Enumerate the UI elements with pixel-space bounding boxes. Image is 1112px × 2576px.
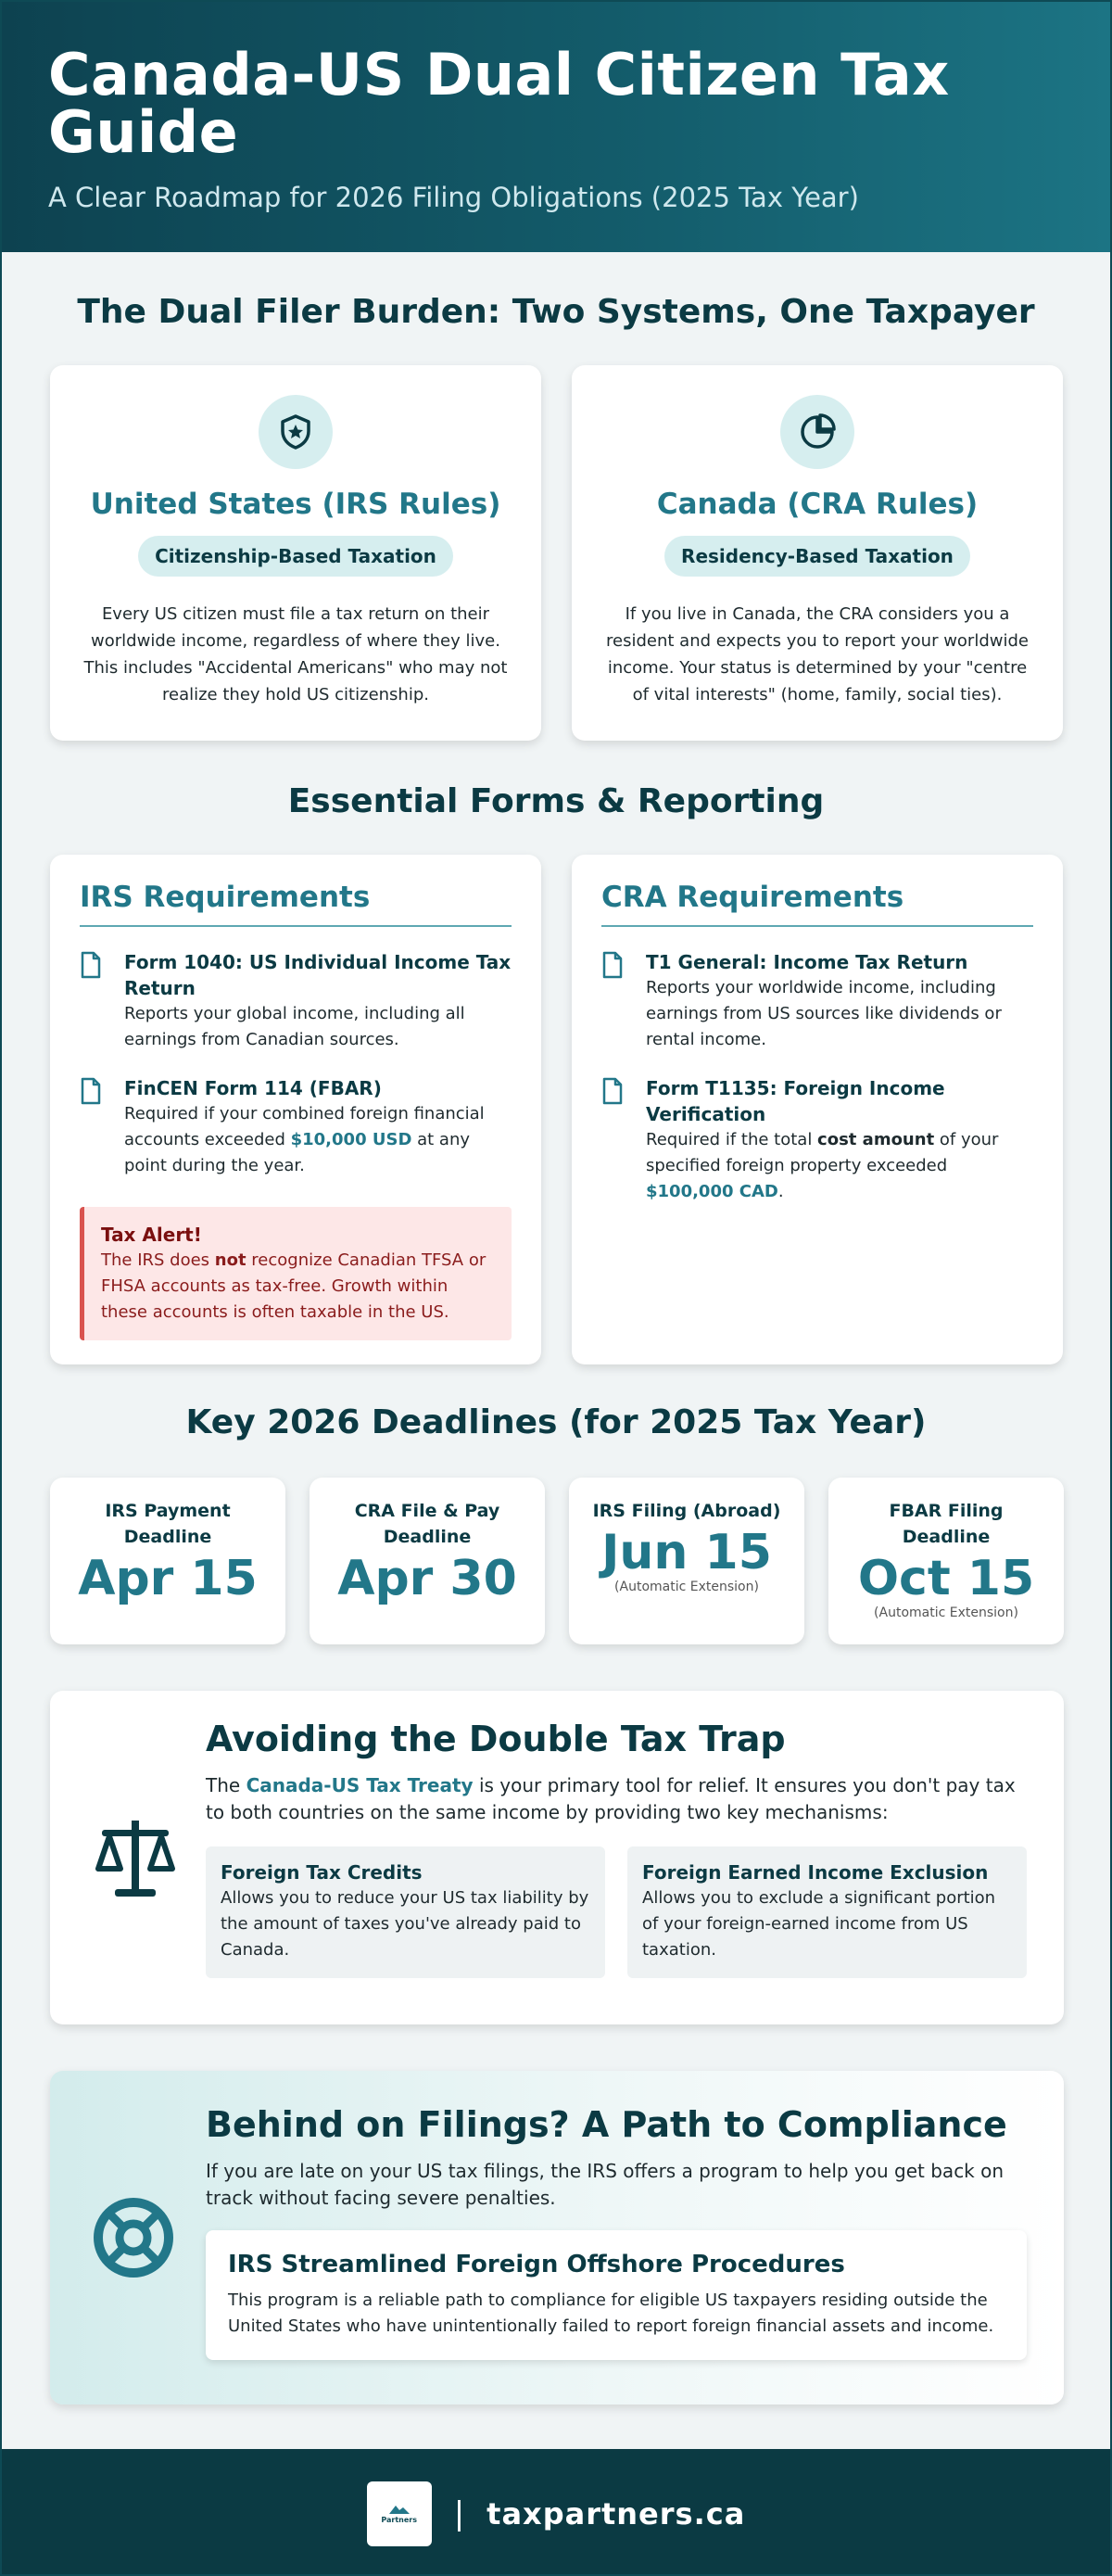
us-rules-card (50, 365, 541, 741)
ca-rules-text: If you live in Canada, the CRA considers you a resident and expects you to report your worldwide income. Your status is determined by your "centre of vital interests" (home, family, social ties). (606, 604, 1029, 704)
double-tax-title: Avoiding the Double Tax Trap (206, 1719, 786, 1759)
shield-star-icon (259, 395, 333, 469)
ca-rules-title: Canada (CRA Rules) (656, 488, 979, 521)
double-tax-intro: The Canada-US Tax Treaty is your primary tool for relief. It ensures you don't pay tax to both countries on the same income by providing two key mechanisms: (206, 1774, 1016, 1823)
us-taxation-badge: Citizenship-Based Taxation (138, 536, 453, 577)
deadline-label: IRS Payment Deadline (105, 1501, 231, 1547)
irs-requirements-card (50, 855, 541, 1364)
deadline-note: (Automatic Extension) (874, 1605, 1018, 1620)
requirement-item (601, 1075, 1033, 1205)
document-icon (601, 949, 646, 1053)
website-link[interactable]: taxpartners.ca (486, 2495, 746, 2532)
deadline-label: CRA File & Pay Deadline (354, 1501, 500, 1547)
tax-alert-title: Tax Alert! (101, 1224, 202, 1246)
t1135-threshold: $100,000 CAD (646, 1182, 778, 1201)
requirement-item (601, 949, 1033, 1053)
burden-section-title: The Dual Filer Burden: Two Systems, One Taxpayer (77, 293, 1035, 331)
document-icon (80, 949, 124, 1053)
deadline-card (828, 1478, 1064, 1644)
requirement-title: FinCEN Form 114 (FBAR) (124, 1077, 382, 1099)
deadline-date: Apr 30 (337, 1551, 517, 1606)
mechanism-text: Allows you to reduce your US tax liability by the amount of taxes you've already paid to Canada. (221, 1888, 589, 1960)
program-title: IRS Streamlined Foreign Offshore Procedures (228, 2251, 845, 2278)
tax-treaty-link: Canada-US Tax Treaty (246, 1774, 474, 1796)
mechanism-text: Allows you to exclude a significant portion of your foreign-earned income from US taxation. (642, 1888, 996, 1960)
deadline-date: Jun 15 (601, 1525, 772, 1580)
footer (2, 2449, 1110, 2576)
relief-mechanism-box (627, 1846, 1027, 1978)
fbar-threshold: $10,000 USD (290, 1130, 412, 1149)
deadline-label: IRS Filing (Abroad) (592, 1501, 781, 1521)
mechanism-title: Foreign Earned Income Exclusion (642, 1861, 989, 1884)
requirement-text: Reports your worldwide income, including earnings from US sources like dividends or rental income. (646, 978, 1002, 1049)
program-text: This program is a reliable path to compliance for eligible US taxpayers residing outside the United States who have unintentionally failed to report foreign financial assets and income. (228, 2290, 994, 2336)
document-icon (80, 1075, 124, 1179)
compliance-title: Behind on Filings? A Path to Compliance (206, 2104, 1007, 2145)
deadline-card (50, 1478, 285, 1644)
pie-chart-icon (780, 395, 854, 469)
double-tax-card (50, 1691, 1064, 2024)
balance-scale-icon (89, 1811, 182, 1908)
compliance-intro: If you are late on your US tax filings, the IRS offers a program to help you get back on track without facing severe penalties. (206, 2160, 1005, 2209)
cra-requirements-card (572, 855, 1063, 1364)
deadline-card (569, 1478, 804, 1644)
requirement-item (80, 949, 512, 1053)
deadlines-section-title: Key 2026 Deadlines (for 2025 Tax Year) (185, 1403, 927, 1441)
footer-separator: | (453, 2494, 465, 2532)
us-rules-title: United States (IRS Rules) (90, 488, 501, 521)
page-subtitle: A Clear Roadmap for 2026 Filing Obligations (2025 Tax Year) (48, 182, 859, 213)
requirement-text: Required if your combined foreign financial accounts exceeded $10,000 USD at any point during the year. (124, 1104, 485, 1175)
mechanism-title: Foreign Tax Credits (221, 1861, 423, 1884)
irs-requirements-title: IRS Requirements (80, 881, 512, 927)
forms-section-title: Essential Forms & Reporting (287, 782, 825, 820)
requirement-title: Form 1040: US Individual Income Tax Return (124, 951, 512, 999)
header-banner (2, 2, 1110, 252)
deadline-label: FBAR Filing Deadline (889, 1501, 1004, 1547)
requirement-title: Form T1135: Foreign Income Verification (646, 1077, 945, 1125)
requirement-text: Required if the total cost amount of your specified foreign property exceeded $100,000 CAD. (646, 1130, 999, 1201)
streamlined-procedures-box (206, 2230, 1027, 2360)
tax-alert-text: The IRS does not recognize Canadian TFSA or FHSA accounts as tax-free. Growth within these accounts is often taxable in the US. (101, 1250, 486, 1322)
ca-taxation-badge: Residency-Based Taxation (664, 536, 970, 577)
tax-alert-box (80, 1207, 512, 1340)
deadline-note: (Automatic Extension) (614, 1580, 759, 1594)
company-logo[interactable]: Partners (367, 2481, 432, 2546)
requirement-text: Reports your global income, including all earnings from Canadian sources. (124, 1004, 465, 1049)
life-buoy-icon (87, 2191, 180, 2288)
requirement-item (80, 1075, 512, 1179)
compliance-card (50, 2071, 1064, 2405)
document-icon (601, 1075, 646, 1205)
deadline-date: Oct 15 (857, 1551, 1035, 1606)
page-title: Canada-US Dual Citizen Tax Guide (48, 41, 950, 166)
logo-mark-icon (387, 2503, 411, 2516)
deadline-card (310, 1478, 545, 1644)
us-rules-text: Every US citizen must file a tax return on their worldwide income, regardless of where they live. This includes "Accidental Americans" who may not realize they hold US citizenship. (83, 604, 508, 704)
deadline-date: Apr 15 (78, 1551, 258, 1606)
cra-requirements-title: CRA Requirements (601, 881, 1033, 927)
relief-mechanism-box (206, 1846, 605, 1978)
requirement-title: T1 General: Income Tax Return (646, 951, 968, 973)
ca-rules-card (572, 365, 1063, 741)
